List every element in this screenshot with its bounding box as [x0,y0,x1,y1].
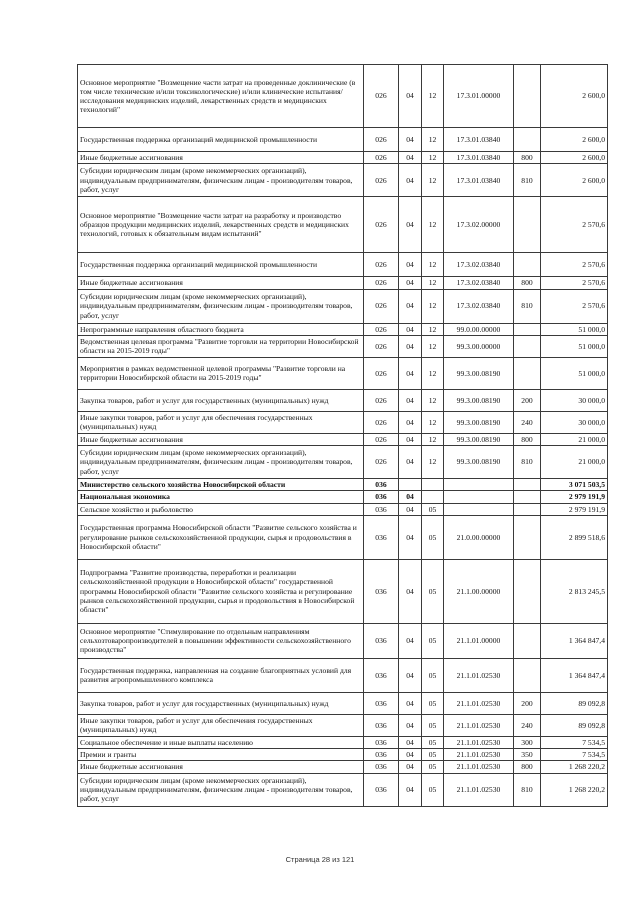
expense-type-cell [514,128,541,152]
section-code-cell: 04 [399,714,422,736]
table-row [78,277,608,289]
row-name-cell: Основное мероприятие "Возмещение части затрат на разработку и производство образцов продукции медицинских изделий, лекарственных средств и медицинских технологий, готовых к обязательным видам испытаний" [78,197,364,253]
amount-cell: 2 600,0 [541,65,608,128]
subsection-code-cell: 05 [422,623,444,658]
table-row [78,335,608,357]
row-name-cell: Субсидии юридическим лицам (кроме некоммерческих организаций), индивидуальным предпринимателям, физическим лицам - производителям товаров, работ, услуг [78,164,364,197]
target-article-cell [444,479,514,491]
amount-cell: 2 600,0 [541,164,608,197]
subsection-code-cell: 12 [422,357,444,389]
table-row [78,289,608,323]
section-code-cell: 04 [399,749,422,761]
table-row [78,773,608,806]
subsection-code-cell: 12 [422,411,444,433]
row-name-cell: Закупка товаров, работ и услуг для государственных (муниципальных) нужд [78,389,364,411]
target-article-cell: 17.3.02.03840 [444,289,514,323]
table-row [78,197,608,253]
table-row [78,623,608,658]
ministry-code-cell: 026 [364,164,399,197]
subsection-code-cell: 12 [422,335,444,357]
amount-cell: 51 000,0 [541,357,608,389]
row-name-cell: Основное мероприятие "Стимулирование по отдельным направлениям сельхозтоваропроизводителей в повышении эффективности сельскохозяйственного производства" [78,623,364,658]
table-row [78,389,608,411]
target-article-cell: 99.3.00.08190 [444,357,514,389]
amount-cell: 7 534,5 [541,749,608,761]
section-code-cell: 04 [399,446,422,479]
target-article-cell: 21.1.01.00000 [444,623,514,658]
ministry-code-cell: 036 [364,479,399,491]
table-row [78,152,608,164]
ministry-code-cell: 036 [364,559,399,623]
target-article-cell: 21.1.01.02530 [444,714,514,736]
ministry-code-cell: 036 [364,692,399,714]
expense-type-cell: 810 [514,289,541,323]
table-row [78,515,608,559]
row-name-cell: Закупка товаров, работ и услуг для государственных (муниципальных) нужд [78,692,364,714]
subsection-code-cell: 12 [422,433,444,445]
expense-type-cell [514,65,541,128]
ministry-code-cell: 036 [364,761,399,773]
row-name-cell: Государственная поддержка, направленная на создание благоприятных условий для развития агропромышленного комплекса [78,658,364,692]
amount-cell: 30 000,0 [541,411,608,433]
target-article-cell: 17.3.01.03840 [444,152,514,164]
amount-cell: 21 000,0 [541,446,608,479]
ministry-code-cell: 026 [364,152,399,164]
ministry-code-cell: 026 [364,389,399,411]
expense-type-cell [514,503,541,515]
expense-type-cell [514,559,541,623]
ministry-code-cell: 036 [364,503,399,515]
amount-cell: 2 979 191,9 [541,503,608,515]
ministry-code-cell: 036 [364,623,399,658]
amount-cell: 2 979 191,9 [541,491,608,503]
amount-cell: 1 364 847,4 [541,623,608,658]
subsection-code-cell: 12 [422,323,444,335]
amount-cell: 2 570,6 [541,253,608,277]
row-name-cell: Субсидии юридическим лицам (кроме некоммерческих организаций), индивидуальным предпринимателям, физическим лицам - производителям товаров, работ, услуг [78,773,364,806]
amount-cell: 21 000,0 [541,433,608,445]
row-name-cell: Министерство сельского хозяйства Новосибирской области [78,479,364,491]
table-row [78,491,608,503]
section-code-cell: 04 [399,389,422,411]
expense-type-cell [514,491,541,503]
table-row [78,65,608,128]
amount-cell: 2 570,6 [541,277,608,289]
target-article-cell [444,503,514,515]
section-code-cell: 04 [399,623,422,658]
table-row [78,128,608,152]
subsection-code-cell: 05 [422,736,444,748]
expense-type-cell: 800 [514,152,541,164]
table-row [78,479,608,491]
expense-type-cell [514,323,541,335]
expense-type-cell: 200 [514,389,541,411]
expense-type-cell [514,515,541,559]
ministry-code-cell: 026 [364,323,399,335]
table-row [78,503,608,515]
ministry-code-cell: 026 [364,411,399,433]
row-name-cell: Мероприятия в рамках ведомственной целевой программы "Развитие торговли на территории Новосибирской области на 2015-2019 годы" [78,357,364,389]
table-row [78,692,608,714]
row-name-cell: Иные бюджетные ассигнования [78,277,364,289]
row-name-cell: Иные бюджетные ассигнования [78,761,364,773]
target-article-cell: 99.0.00.00000 [444,323,514,335]
expense-type-cell [514,197,541,253]
target-article-cell: 99.3.00.08190 [444,411,514,433]
target-article-cell: 99.3.00.00000 [444,335,514,357]
target-article-cell: 21.1.01.02530 [444,692,514,714]
section-code-cell: 04 [399,411,422,433]
subsection-code-cell: 12 [422,197,444,253]
ministry-code-cell: 026 [364,128,399,152]
target-article-cell: 21.1.01.02530 [444,658,514,692]
section-code-cell: 04 [399,357,422,389]
table-row [78,749,608,761]
subsection-code-cell: 05 [422,559,444,623]
target-article-cell: 99.3.00.08190 [444,389,514,411]
ministry-code-cell: 036 [364,736,399,748]
table-row [78,736,608,748]
table-row [78,446,608,479]
expense-type-cell: 810 [514,446,541,479]
table-row [78,253,608,277]
table-row [78,323,608,335]
section-code-cell: 04 [399,253,422,277]
row-name-cell: Премии и гранты [78,749,364,761]
subsection-code-cell: 12 [422,253,444,277]
section-code-cell: 04 [399,515,422,559]
target-article-cell: 99.3.00.08190 [444,446,514,479]
target-article-cell: 99.3.00.08190 [444,433,514,445]
subsection-code-cell: 12 [422,446,444,479]
ministry-code-cell: 036 [364,491,399,503]
section-code-cell: 04 [399,433,422,445]
row-name-cell: Социальное обеспечение и иные выплаты населению [78,736,364,748]
expense-type-cell: 800 [514,433,541,445]
expense-type-cell: 240 [514,411,541,433]
row-name-cell: Основное мероприятие "Возмещение части затрат на проведенные доклинические (в том числе технические и/или токсикологические) и/или клинические испытания/исследования медицинских изделий, лекарственных средств и медицинских технологий" [78,65,364,128]
amount-cell: 89 092,8 [541,692,608,714]
section-code-cell: 04 [399,335,422,357]
amount-cell: 2 899 518,6 [541,515,608,559]
table-row [78,714,608,736]
row-name-cell: Сельское хозяйство и рыболовство [78,503,364,515]
table-row [78,559,608,623]
section-code-cell: 04 [399,503,422,515]
subsection-code-cell: 05 [422,761,444,773]
row-name-cell: Непрограммные направления областного бюджета [78,323,364,335]
table-row [78,658,608,692]
section-code-cell: 04 [399,277,422,289]
subsection-code-cell: 12 [422,152,444,164]
expense-type-cell [514,623,541,658]
expense-type-cell: 240 [514,714,541,736]
row-name-cell: Иные закупки товаров, работ и услуг для обеспечения государственных (муниципальных) нужд [78,714,364,736]
expense-type-cell: 800 [514,277,541,289]
ministry-code-cell: 026 [364,446,399,479]
table-body [78,65,608,807]
target-article-cell [444,491,514,503]
section-code-cell: 04 [399,65,422,128]
row-name-cell: Государственная поддержка организаций медицинской промышленности [78,253,364,277]
target-article-cell: 17.3.02.03840 [444,253,514,277]
amount-cell: 2 570,6 [541,197,608,253]
table-row [78,164,608,197]
target-article-cell: 21.1.01.02530 [444,773,514,806]
subsection-code-cell: 05 [422,773,444,806]
table-row [78,411,608,433]
expense-type-cell: 200 [514,692,541,714]
subsection-code-cell [422,479,444,491]
section-code-cell: 04 [399,164,422,197]
ministry-code-cell: 036 [364,749,399,761]
section-code-cell: 04 [399,197,422,253]
row-name-cell: Государственная программа Новосибирской области "Развитие сельского хозяйства и регулирование рынков сельскохозяйственной продукции, сырья и продовольствия в Новосибирской области" [78,515,364,559]
row-name-cell: Иные закупки товаров, работ и услуг для обеспечения государственных (муниципальных) нужд [78,411,364,433]
target-article-cell: 17.3.02.03840 [444,277,514,289]
amount-cell: 3 071 503,5 [541,479,608,491]
ministry-code-cell: 026 [364,65,399,128]
section-code-cell: 04 [399,773,422,806]
row-name-cell: Субсидии юридическим лицам (кроме некоммерческих организаций), индивидуальным предпринимателям, физическим лицам - производителям товаров, работ, услуг [78,289,364,323]
amount-cell: 1 364 847,4 [541,658,608,692]
expense-type-cell [514,357,541,389]
expense-type-cell: 810 [514,164,541,197]
ministry-code-cell: 036 [364,714,399,736]
subsection-code-cell: 12 [422,389,444,411]
subsection-code-cell: 12 [422,128,444,152]
target-article-cell: 17.3.01.03840 [444,164,514,197]
subsection-code-cell: 05 [422,503,444,515]
amount-cell: 1 268 220,2 [541,761,608,773]
section-code-cell: 04 [399,692,422,714]
expense-type-cell: 800 [514,761,541,773]
subsection-code-cell: 12 [422,277,444,289]
section-code-cell: 04 [399,491,422,503]
section-code-cell: 04 [399,289,422,323]
subsection-code-cell [422,491,444,503]
subsection-code-cell: 05 [422,749,444,761]
subsection-code-cell: 05 [422,714,444,736]
row-name-cell: Государственная поддержка организаций медицинской промышленности [78,128,364,152]
table-row [78,433,608,445]
row-name-cell: Национальная экономика [78,491,364,503]
target-article-cell: 17.3.01.03840 [444,128,514,152]
amount-cell: 7 534,5 [541,736,608,748]
table-row [78,357,608,389]
section-code-cell: 04 [399,736,422,748]
amount-cell: 1 268 220,2 [541,773,608,806]
section-code-cell: 04 [399,761,422,773]
ministry-code-cell: 036 [364,773,399,806]
ministry-code-cell: 036 [364,515,399,559]
section-code-cell: 04 [399,128,422,152]
section-code-cell: 04 [399,658,422,692]
amount-cell: 51 000,0 [541,335,608,357]
expense-type-cell [514,479,541,491]
amount-cell: 30 000,0 [541,389,608,411]
subsection-code-cell: 05 [422,692,444,714]
subsection-code-cell: 05 [422,658,444,692]
section-code-cell: 04 [399,323,422,335]
target-article-cell: 21.1.01.02530 [444,749,514,761]
section-code-cell: 04 [399,152,422,164]
expense-type-cell: 810 [514,773,541,806]
amount-cell: 2 600,0 [541,128,608,152]
section-code-cell: 04 [399,559,422,623]
expense-type-cell [514,658,541,692]
ministry-code-cell: 026 [364,253,399,277]
expense-type-cell: 300 [514,736,541,748]
expense-type-cell: 350 [514,749,541,761]
target-article-cell: 17.3.01.00000 [444,65,514,128]
table-row [78,761,608,773]
amount-cell: 2 600,0 [541,152,608,164]
subsection-code-cell: 05 [422,515,444,559]
amount-cell: 51 000,0 [541,323,608,335]
ministry-code-cell: 026 [364,357,399,389]
target-article-cell: 21.1.00.00000 [444,559,514,623]
ministry-code-cell: 026 [364,277,399,289]
row-name-cell: Иные бюджетные ассигнования [78,152,364,164]
expense-type-cell [514,253,541,277]
subsection-code-cell: 12 [422,164,444,197]
row-name-cell: Субсидии юридическим лицам (кроме некоммерческих организаций), индивидуальным предпринимателям, физическим лицам - производителям товаров, работ, услуг [78,446,364,479]
target-article-cell: 17.3.02.00000 [444,197,514,253]
expense-type-cell [514,335,541,357]
page-footer: Страница 28 из 121 [285,855,355,864]
subsection-code-cell: 12 [422,289,444,323]
ministry-code-cell: 026 [364,289,399,323]
ministry-code-cell: 026 [364,335,399,357]
row-name-cell: Подпрограмма "Развитие производства, переработки и реализации сельскохозяйственной продукции в Новосибирской области" государственной программы Новосибирской области "Развитие сельского хозяйства и регулирование рынков сельскохозяйственной продукции, сырья и продовольствия в Новосибирской области" [78,559,364,623]
budget-table [77,64,608,807]
target-article-cell: 21.1.01.02530 [444,761,514,773]
row-name-cell: Ведомственная целевая программа "Развитие торговли на территории Новосибирской области на 2015-2019 годы" [78,335,364,357]
target-article-cell: 21.0.00.00000 [444,515,514,559]
row-name-cell: Иные бюджетные ассигнования [78,433,364,445]
target-article-cell: 21.1.01.02530 [444,736,514,748]
subsection-code-cell: 12 [422,65,444,128]
ministry-code-cell: 036 [364,658,399,692]
section-code-cell [399,479,422,491]
ministry-code-cell: 026 [364,197,399,253]
amount-cell: 89 092,8 [541,714,608,736]
ministry-code-cell: 026 [364,433,399,445]
amount-cell: 2 813 245,5 [541,559,608,623]
amount-cell: 2 570,6 [541,289,608,323]
